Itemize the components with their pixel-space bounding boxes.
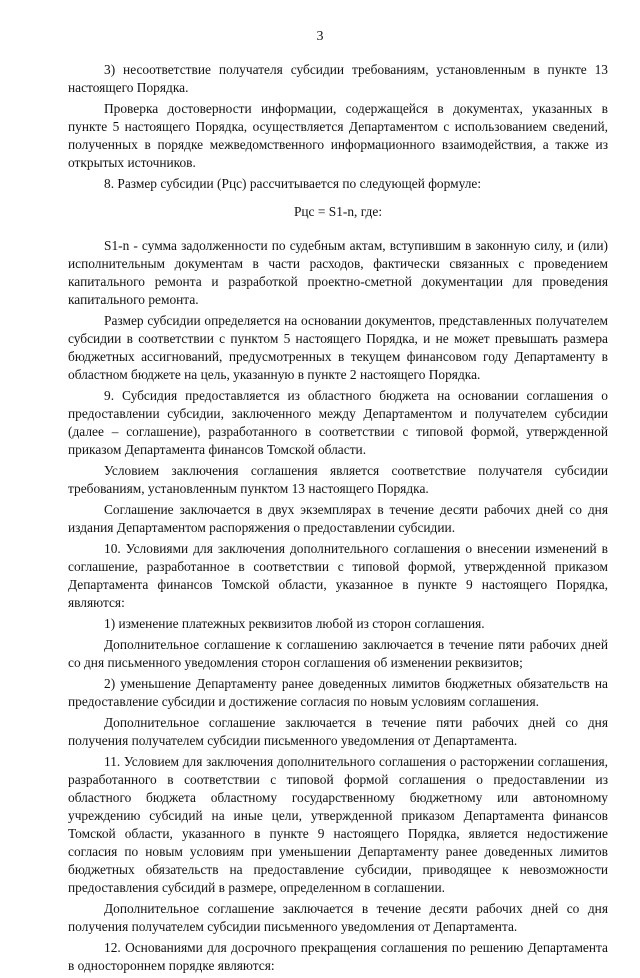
paragraph-formula-definition: S1-n - сумма задолженности по судебным актам, вступившим в законную силу, и (или) исполнительным документам в части расходов, фактически связанных с проведением капитального ремонта и разработкой проектно-сметной документации для проведения капитального ремонта. <box>68 238 608 307</box>
paragraph-section-10-item-1: 1) изменение платежных реквизитов любой из сторон соглашения. <box>104 616 485 631</box>
paragraph-section-10: 10. Условиями для заключения дополнительного соглашения о внесении изменений в соглашение, разработанное в соответствии с типовой формой, утвержденной приказом Департамента финансов Томской области, указанное в пункте 9 настоящего Порядка, являются: <box>68 541 608 610</box>
paragraph-section-8: 8. Размер субсидии (Рцс) рассчитывается по следующей формуле: <box>104 176 482 191</box>
subsidy-formula: Рцс = S1-n, где: <box>293 204 383 219</box>
paragraph-agreement-terms: Соглашение заключается в двух экземплярах в течение десяти рабочих дней со дня издания Департаментом распоряжения о предоставлении субсидии. <box>68 502 608 535</box>
paragraph-section-11: 11. Условием для заключения дополнительного соглашения о расторжении соглашения, разработанного в соответствии с типовой формой соглашения о предоставлении из областного бюджета областному государственному бюджетному или автономному учреждению субсидий на иные цели, утвержденной приказом Департамента финансов Томской области, указанного в пункте 9 настоящего Порядка, является недостижение согласия по новым условиям при уменьшении Департаменту ранее доведенных лимитов бюджетных обязательств на предоставление субсидии, приводящее к невозможности предоставления субсидий в размере, определенном в соглашении. <box>68 754 608 895</box>
paragraph-section-11-note: Дополнительное соглашение заключается в течение десяти рабочих дней со дня получения получателем субсидии письменного уведомления от Департамента. <box>68 901 608 934</box>
paragraph-section-10-item-1-note: Дополнительное соглашение к соглашению заключается в течение пяти рабочих дней со дня письменного уведомления сторон соглашения об изменении реквизитов; <box>68 637 608 670</box>
paragraph-section-10-item-2: 2) уменьшение Департаменту ранее доведенных лимитов бюджетных обязательств на предоставление субсидии и достижение согласия по новым условиям соглашения. <box>68 676 608 709</box>
page-number: 3 <box>316 29 324 44</box>
paragraph-section-12: 12. Основаниями для досрочного прекращения соглашения по решению Департамента в одностороннем порядке являются: <box>68 940 608 973</box>
paragraph-agreement-condition: Условием заключения соглашения является соответствие получателя субсидии требованиям, установленным пунктом 13 настоящего Порядка. <box>68 463 608 496</box>
paragraph-item-3-point-3: 3) несоответствие получателя субсидии требованиям, установленным в пункте 13 настоящего Порядка. <box>68 62 608 95</box>
paragraph-section-9: 9. Субсидия предоставляется из областного бюджета на основании соглашения о предоставлении субсидии, заключенного между Департаментом и получателем субсидии (далее – соглашение), разработанного в соответствии с типовой формой, утвержденной приказом Департамента финансов Томской области. <box>68 388 608 457</box>
paragraph-verification: Проверка достоверности информации, содержащейся в документах, указанных в пункте 5 настоящего Порядка, осуществляется Департаментом с использованием сведений, полученных в порядке межведомственного информационного взаимодействия, а также из открытых источников. <box>68 101 608 170</box>
paragraph-subsidy-amount: Размер субсидии определяется на основании документов, представленных получателем субсидии в соответствии с пунктом 5 настоящего Порядка, и не может превышать размера бюджетных ассигнований, предусмотренных в текущем финансовом году Департаменту в областном бюджете на цель, указанную в пункте 2 настоящего Порядка. <box>68 313 608 382</box>
paragraph-section-10-item-2-note: Дополнительное соглашение заключается в течение пяти рабочих дней со дня получения получателем субсидии письменного уведомления от Департамента. <box>68 715 608 748</box>
document-body <box>68 61 608 978</box>
